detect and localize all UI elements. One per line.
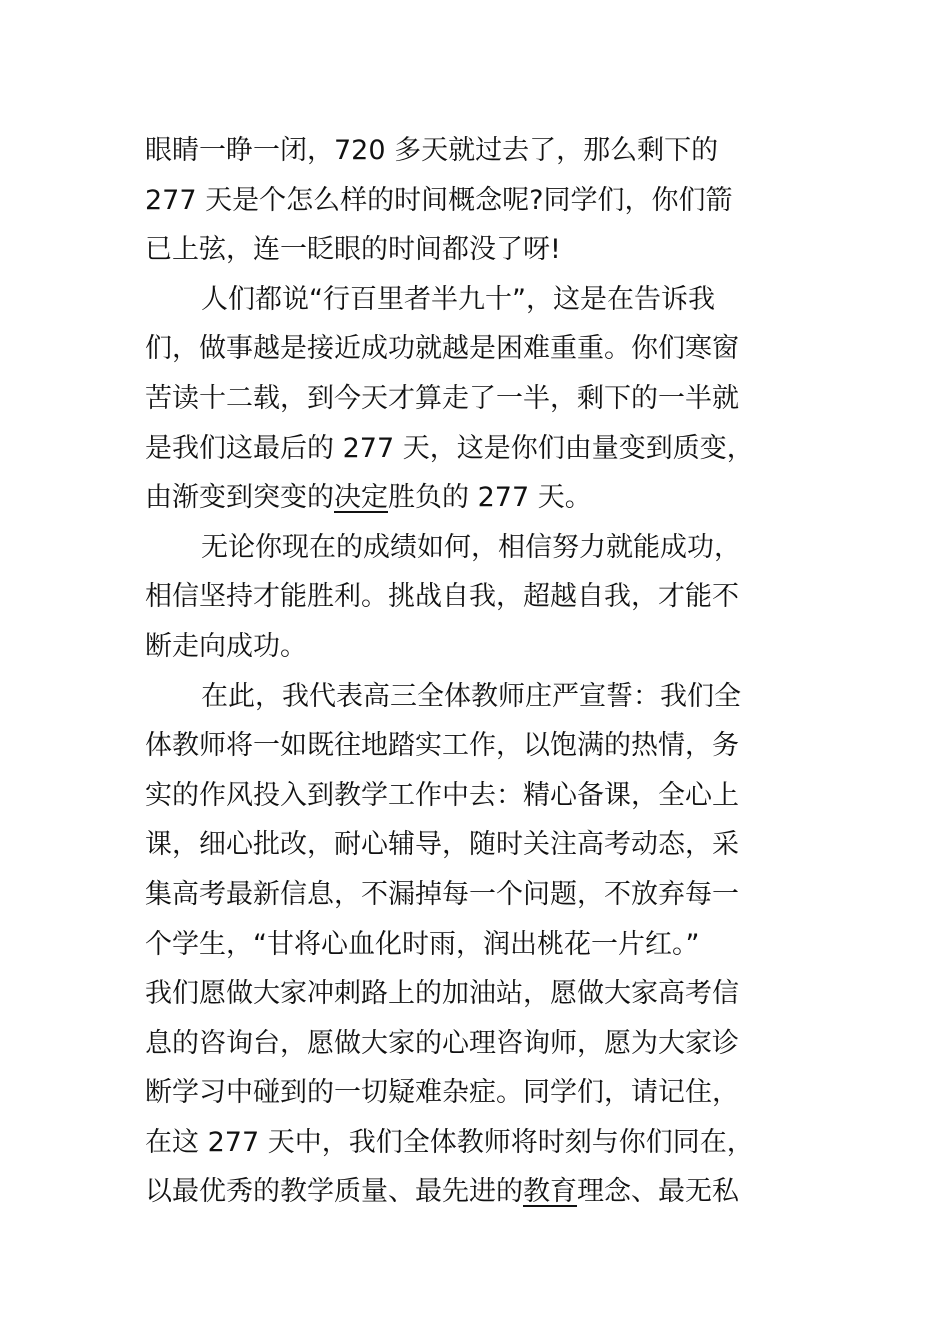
text-line: 是我们这最后的 277 天，这是你们由量变到质变， [145, 432, 754, 464]
document-body [145, 126, 785, 1217]
text-line: 277 天是个怎么样的时间概念呢?同学们，你们箭 [145, 184, 733, 216]
text-line: 已上弦，连一眨眼的时间都没了呀! [145, 234, 561, 266]
text-line: 苦读十二载，到今天才算走了一半，剩下的一半就 [145, 382, 739, 414]
text-line: 集高考最新信息，不漏掉每一个问题，不放弃每一 [145, 878, 739, 910]
text-line: 个学生，“甘将心血化时雨，润出桃花一片红。” [145, 928, 700, 960]
text-segment: 由渐变到突变的 [145, 482, 334, 514]
paragraph-start-line: 人们都说“行百里者半九十”，这是在告诉我 [201, 283, 715, 315]
text-line: 在这 277 天中，我们全体教师将时刻与你们同在， [145, 1126, 754, 1158]
underlined-link-jueding[interactable]: 决定 [334, 482, 388, 514]
text-line: 课，细心批改，耐心辅导，随时关注高考动态，采 [145, 829, 739, 861]
text-line: 实的作风投入到教学工作中去：精心备课，全心上 [145, 779, 739, 811]
text-line: 眼睛一睁一闭，720 多天就过去了，那么剩下的 [145, 135, 719, 166]
text-line: 断学习中碰到的一切疑难杂症。同学们，请记住， [145, 1077, 739, 1109]
paragraph-start-line: 在此，我代表高三全体教师庄严宣誓：我们全 [201, 680, 741, 712]
underlined-link-jiaoyu[interactable]: 教育 [523, 1176, 577, 1208]
text-line: 断走向成功。 [145, 630, 307, 662]
text-line: 我们愿做大家冲刺路上的加油站，愿做大家高考信 [145, 978, 739, 1010]
text-line: 息的咨询台，愿做大家的心理咨询师，愿为大家诊 [145, 1027, 739, 1059]
text-segment: 理念、最无私 [577, 1176, 739, 1208]
text-line: 们，做事越是接近成功就越是困难重重。你们寒窗 [145, 333, 739, 365]
text-segment: 以最优秀的教学质量、最先进的 [145, 1176, 523, 1208]
text-segment: 胜负的 277 天。 [388, 482, 592, 514]
text-line: 相信坚持才能胜利。挑战自我，超越自我，才能不 [145, 581, 739, 613]
text-line: 体教师将一如既往地踏实工作，以饱满的热情，务 [145, 730, 739, 762]
text-line [145, 1167, 785, 1217]
text-line [145, 473, 785, 523]
paragraph-start-line: 无论你现在的成绩如何，相信努力就能成功， [201, 531, 741, 563]
